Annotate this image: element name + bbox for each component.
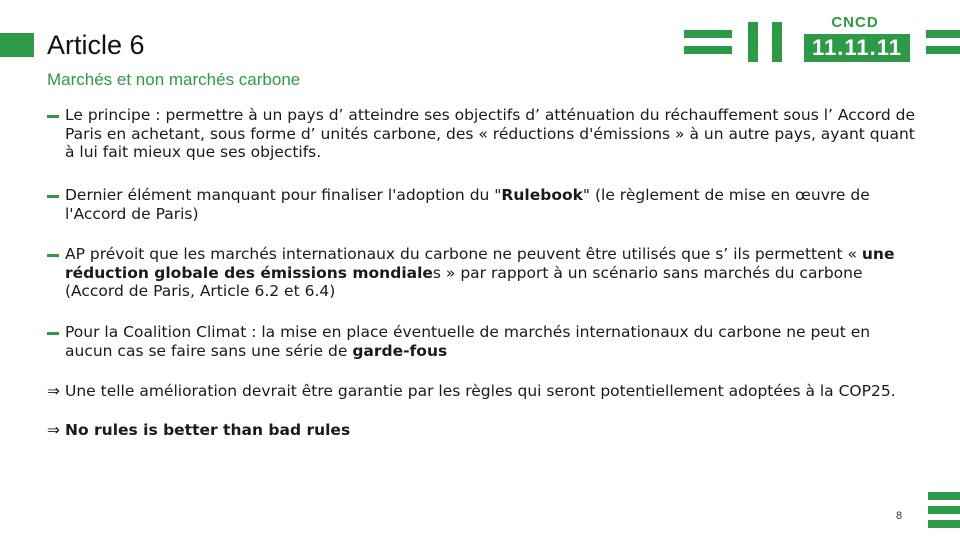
corner-stripe xyxy=(928,506,960,514)
page-number: 8 xyxy=(896,510,903,522)
logo-org-name: CNCD xyxy=(831,14,879,31)
bullet-text: Pour la Coalition Climat : la mise en place éventuelle de marchés internationaux du carbone ne peut en aucun cas se faire sans une série de xyxy=(65,323,871,360)
conclusion-text: No rules is better than bad rules xyxy=(65,421,351,439)
page-title: Article 6 xyxy=(47,30,145,60)
bullet-item xyxy=(47,106,917,162)
bullet-bold-text: Rulebook xyxy=(501,186,583,204)
page-subtitle: Marchés et non marchés carbone xyxy=(47,70,301,89)
bullet-bold-text: garde-fous xyxy=(352,341,448,360)
bullet-item xyxy=(47,323,917,360)
conclusion-item xyxy=(47,421,350,440)
bullet-text: Le principe : permettre à un pays d’ atteindre ses objectifs d’ atténuation du réchauffement sous l’ Accord de Paris en achetant, sous forme d’ unités carbone, des « réductions d'émissions » à un autre pays, ayant quant à lui fait mieux que ses objectifs. xyxy=(65,106,916,161)
implies-arrow-icon: ⇒ xyxy=(47,382,60,400)
conclusion-item xyxy=(47,382,917,401)
bullet-text: " (le règlement de mise en œuvre de l'Accord de Paris) xyxy=(65,186,870,223)
logo-stripe xyxy=(748,22,758,62)
corner-stripe xyxy=(928,492,960,500)
logo-stripe xyxy=(926,46,960,54)
logo-stripe xyxy=(684,30,732,38)
conclusion-text: Une telle amélioration devrait être garantie par les règles qui seront potentiellement adoptées à la COP25. xyxy=(65,382,896,400)
bullet-dash-icon xyxy=(47,115,59,118)
bullet-dash-icon xyxy=(47,332,59,335)
logo-stripe xyxy=(926,30,960,38)
bullet-dash-icon xyxy=(47,195,59,198)
implies-arrow-icon: ⇒ xyxy=(47,421,60,439)
logo-date: 11.11.11 xyxy=(804,34,910,62)
bullet-text: AP prévoit que les marchés internationaux du carbone ne peuvent être utilisés que s’ ils permettent « xyxy=(65,245,862,263)
corner-stripe xyxy=(928,520,960,528)
logo-stripe xyxy=(772,22,782,62)
bullet-dash-icon xyxy=(47,254,59,257)
bullet-text: Dernier élément manquant pour finaliser l'adoption du " xyxy=(65,186,502,204)
logo-stripe xyxy=(684,46,732,54)
bullet-text: s » par rapport à un scénario sans marchés du carbone (Accord de Paris, Article 6.2 et 6.4) xyxy=(65,263,863,300)
bullet-item xyxy=(47,186,917,223)
bullet-item xyxy=(47,245,917,301)
bullet-bold-text: une réduction globale des émissions mondiale xyxy=(65,245,895,282)
title-accent-bar xyxy=(0,33,34,57)
